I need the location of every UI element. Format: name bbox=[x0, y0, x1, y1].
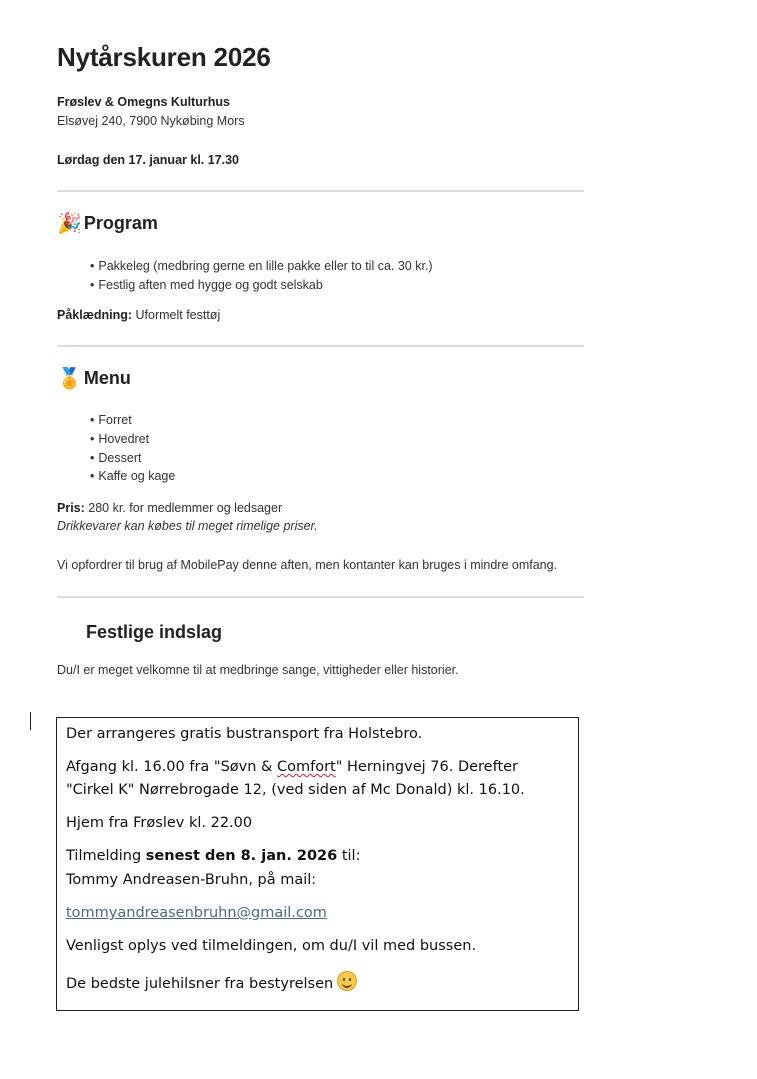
divider bbox=[57, 190, 584, 192]
signup-text: Tilmelding bbox=[66, 848, 146, 864]
home-line: Hjem fra Frøslev kl. 22.00 bbox=[66, 815, 253, 831]
list-item: • Pakkeleg (medbring gerne en lille pakke eller to til ca. 30 kr.) bbox=[90, 257, 433, 276]
bus-info-box[interactable] bbox=[56, 717, 579, 1011]
departure-line-2: "Cirkel K" Nørrebrogade 12, (ved siden af Mc Donald) kl. 16.10. bbox=[66, 782, 525, 798]
payment-note: Vi opfordrer til brug af MobilePay denne aften, men kontanter kan bruges i mindre omfang. bbox=[57, 558, 558, 572]
price-label: Pris: bbox=[57, 501, 85, 515]
bus-question: Venligst oplys ved tilmeldingen, om du/I vil med bussen. bbox=[66, 938, 477, 954]
dress-code-value: Uformelt festtøj bbox=[132, 308, 221, 322]
list-item: • Forret bbox=[90, 411, 175, 430]
divider bbox=[57, 596, 584, 598]
party-popper-icon: 🎉 bbox=[57, 212, 82, 235]
venue-name: Frøslev & Omegns Kulturhus bbox=[57, 95, 230, 109]
spelling-error[interactable]: Comfort bbox=[276, 759, 336, 775]
text-cursor bbox=[30, 712, 31, 730]
venue-address: Elsøvej 240, 7900 Nykøbing Mors bbox=[57, 114, 245, 128]
signup-deadline: senest den 8. jan. 2026 bbox=[145, 848, 338, 864]
menu-list bbox=[90, 411, 175, 486]
drinks-note: Drikkevarer kan købes til meget rimelige priser. bbox=[57, 519, 318, 533]
departure-line bbox=[66, 756, 518, 779]
festive-heading: Festlige indslag bbox=[86, 622, 223, 642]
signup-line bbox=[66, 845, 360, 868]
menu-heading-text: Menu bbox=[83, 368, 131, 388]
email-link[interactable]: tommyandreasenbruhn@gmail.com bbox=[66, 905, 327, 921]
greeting-text: De bedste julehilsner fra bestyrelsen bbox=[66, 976, 334, 992]
event-datetime: Lørdag den 17. januar kl. 17.30 bbox=[57, 153, 240, 167]
dress-code-label: Påklædning: bbox=[57, 308, 133, 322]
festive-text: Du/I er meget velkomne til at medbringe sange, vittigheder eller historier. bbox=[57, 663, 459, 677]
dress-code bbox=[57, 308, 220, 322]
price bbox=[57, 501, 282, 515]
list-item: • Hovedret bbox=[90, 430, 175, 449]
program-heading-text: Program bbox=[83, 213, 158, 233]
price-value: 280 kr. for medlemmer og ledsager bbox=[84, 501, 283, 515]
departure-text: Afgang kl. 16.00 fra "Søvn & bbox=[66, 759, 277, 775]
departure-text: " Herningvej 76. Derefter bbox=[335, 759, 519, 775]
list-item: • Festlig aften med hygge og godt selskab bbox=[90, 276, 433, 295]
smiley-face-icon bbox=[337, 971, 357, 991]
program-heading bbox=[57, 213, 158, 234]
signup-contact: Tommy Andreasen-Bruhn, på mail: bbox=[66, 872, 317, 888]
medal-icon: 🏅 bbox=[57, 367, 82, 390]
menu-heading bbox=[57, 368, 131, 389]
bus-line: Der arrangeres gratis bustransport fra Holstebro. bbox=[66, 726, 423, 742]
divider bbox=[57, 345, 584, 347]
event-title: Nytårskuren 2026 bbox=[57, 42, 271, 72]
list-item: • Dessert bbox=[90, 449, 175, 468]
signup-text: til: bbox=[337, 848, 361, 864]
list-item: • Kaffe og kage bbox=[90, 467, 175, 486]
email-line bbox=[66, 902, 327, 925]
greeting bbox=[66, 971, 357, 996]
program-list bbox=[90, 257, 433, 295]
